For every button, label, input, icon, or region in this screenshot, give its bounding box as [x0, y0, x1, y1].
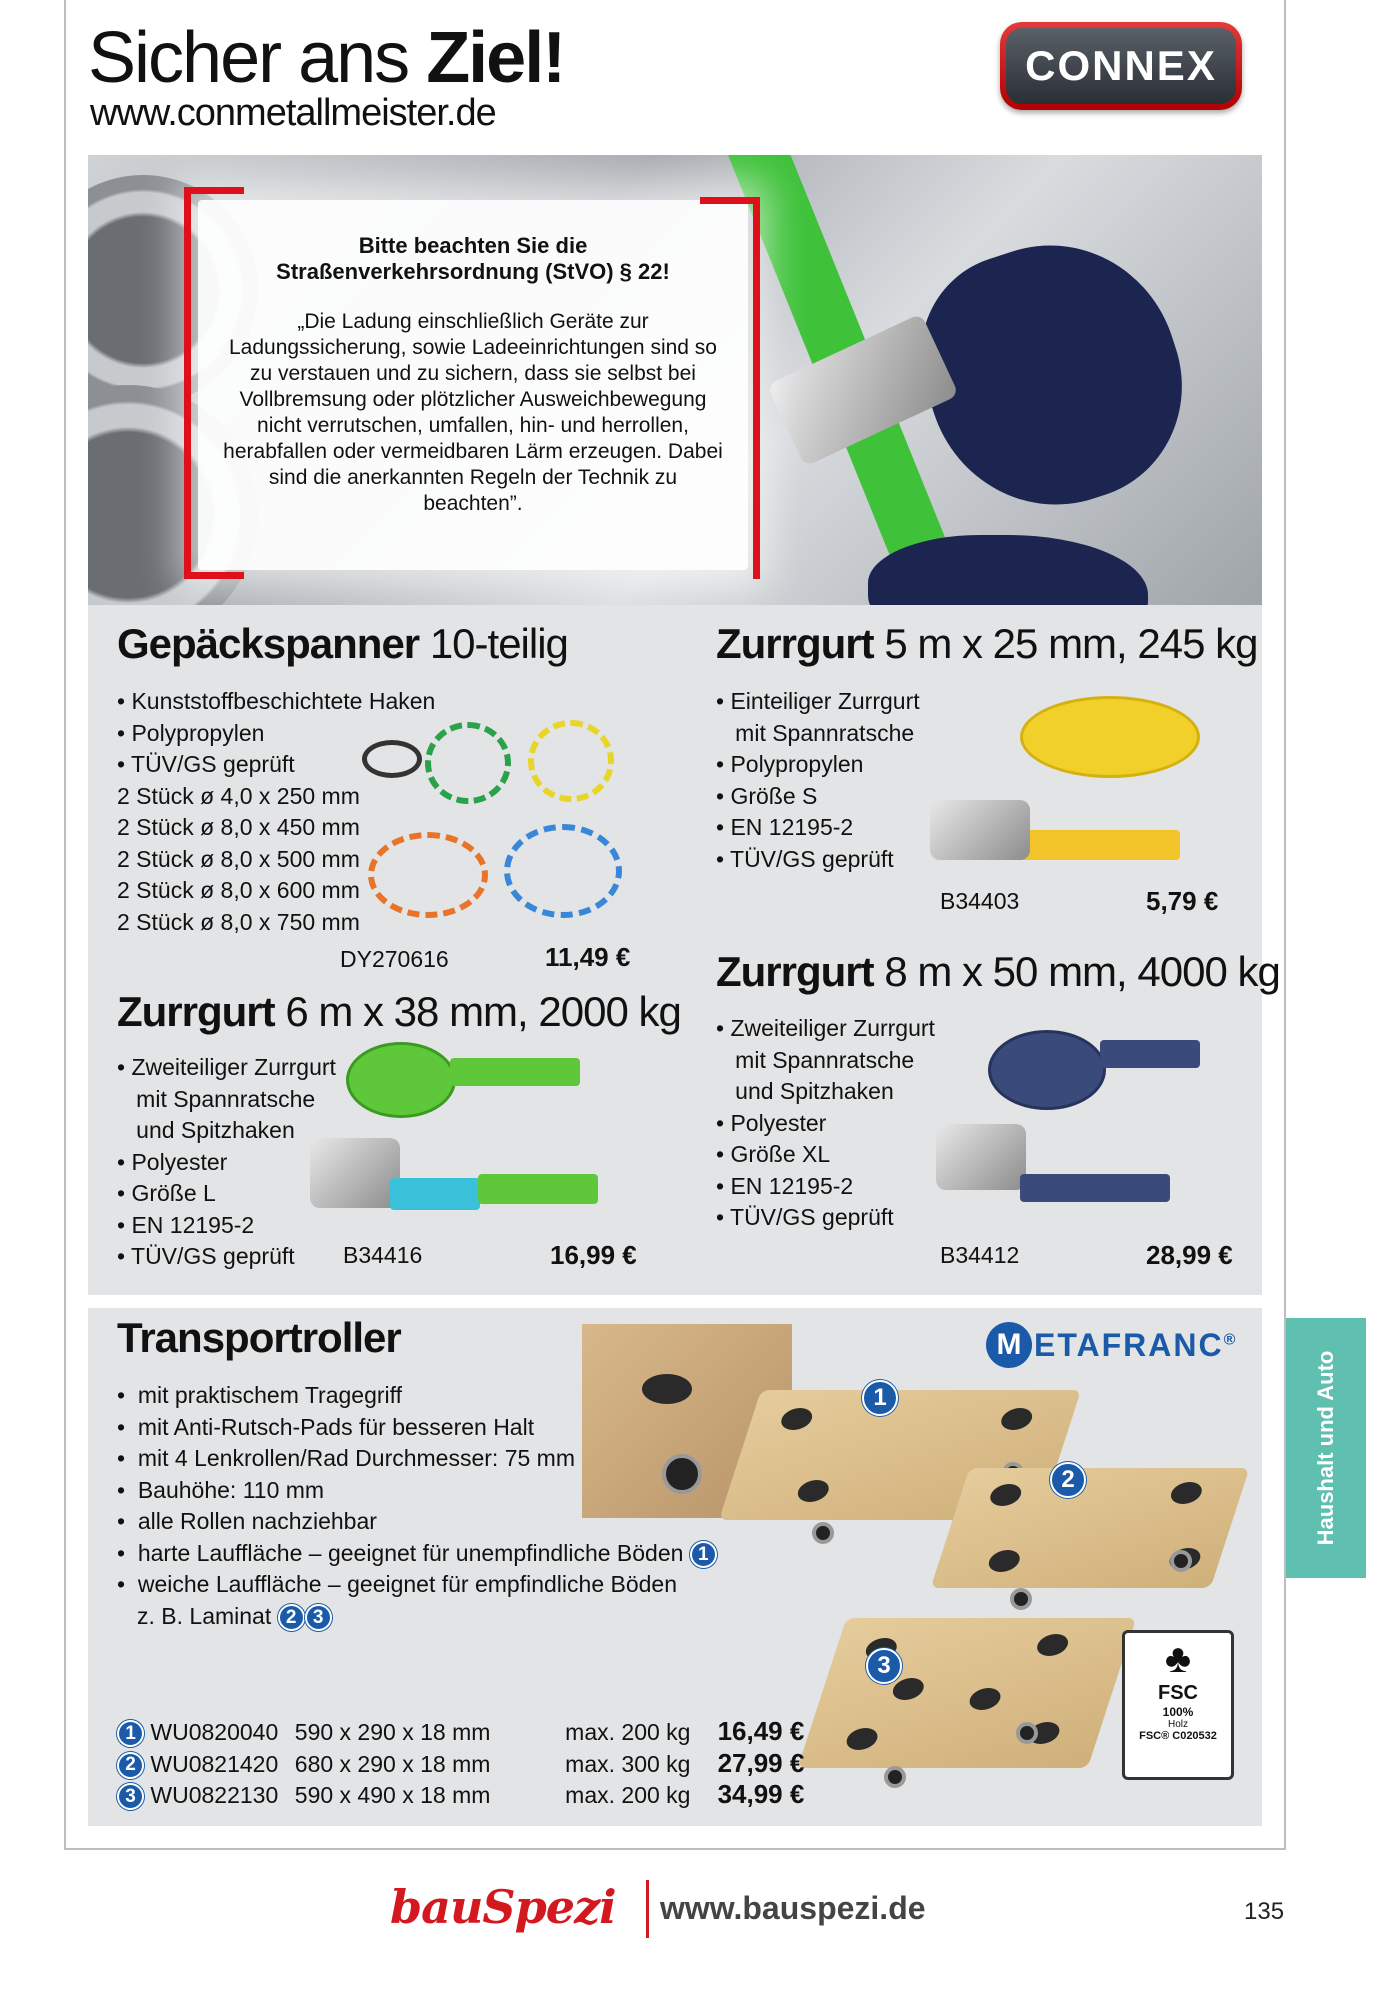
price-zurrgurt-5m: 5,79 €: [1146, 886, 1219, 916]
page-number: 135: [1244, 1898, 1285, 1925]
features-zurrgurt-5m: • Einteiliger Zurrgurt mit Spannratsche • Polypropylen • Größe S • EN 12195-2 • TÜV/GS geprüft: [716, 688, 920, 872]
brand-url[interactable]: www.conmetallmeister.de: [90, 92, 496, 134]
product-title-transportroller: Transportroller: [117, 1314, 401, 1361]
variant-badge-3: 3: [305, 1604, 332, 1631]
article-number: B34412: [940, 1242, 1020, 1268]
bungee-cord-image: [362, 740, 422, 778]
section-tab-haushalt-auto[interactable]: Haushalt und Auto: [1286, 1318, 1366, 1578]
hero-image: [88, 155, 1262, 605]
strap-roll-image: [346, 1042, 456, 1118]
strap-band-image: [390, 1178, 480, 1210]
tree-icon: ♣: [1164, 1637, 1192, 1681]
article-number: B34416: [343, 1242, 423, 1268]
article-number: B34403: [940, 888, 1020, 914]
table-row: 1 WU0820040 590 x 290 x 18 mm max. 200 kg 16,49 €: [117, 1716, 804, 1748]
wheel-icon: [1170, 1550, 1192, 1572]
variant-badge-3: 3: [866, 1648, 902, 1684]
price-zurrgurt-8m: 28,99 €: [1146, 1240, 1233, 1270]
table-row: 2 WU0821420 680 x 290 x 18 mm max. 300 kg 27,99 €: [117, 1748, 804, 1780]
variant-badge-1: 1: [862, 1380, 898, 1416]
wheel-icon: [1016, 1722, 1038, 1744]
price-gepaeckspanner: 11,49 €: [545, 942, 631, 972]
wheel-icon: [812, 1522, 834, 1544]
footer-divider: [646, 1880, 649, 1938]
variant-badge-2: 2: [1050, 1462, 1086, 1498]
bungee-cord-image: [504, 824, 622, 918]
features-zurrgurt-8m: • Zweiteiliger Zurrgurt mit Spannratsche und Spitzhaken • Polyester • Größe XL • EN 12195-2 • TÜV/GS geprüft: [716, 1015, 935, 1230]
features-gepaeckspanner: • Kunststoffbeschichtete Haken • Polypropylen • TÜV/GS geprüft 2 Stück ø 4,0 x 250 mm 2 Stück ø 8,0 x 450 mm 2 Stück ø 8,0 x 500 mm 2 Stück ø 8,0 x 600 mm 2 Stück ø 8,0 x 750 mm: [117, 688, 436, 935]
footer-url[interactable]: www.bauspezi.de: [660, 1890, 926, 1926]
variant-table: [117, 1716, 804, 1811]
strap-band-image: [1010, 830, 1180, 860]
bungee-cord-image: [368, 832, 488, 918]
connex-logo: CONNEX: [1000, 22, 1242, 110]
bauspezi-logo: bauSpezi: [390, 1880, 616, 1934]
roller-board-3: [798, 1618, 1137, 1768]
product-title-zurrgurt-5m: Zurrgurt 5 m x 25 mm, 245 kg: [716, 620, 1258, 667]
variant-badge-1: 1: [690, 1541, 717, 1568]
glove-image: [868, 535, 1148, 605]
features-zurrgurt-6m: • Zweiteiliger Zurrgurt mit Spannratsche und Spitzhaken • Polyester • Größe L • EN 12195-2 • TÜV/GS geprüft: [117, 1054, 336, 1269]
product-title-zurrgurt-6m: Zurrgurt 6 m x 38 mm, 2000 kg: [117, 988, 681, 1035]
strap-band-image: [1100, 1040, 1200, 1068]
price-zurrgurt-6m: 16,99 €: [550, 1240, 637, 1270]
table-row: 3 WU0822130 590 x 490 x 18 mm max. 200 kg 34,99 €: [117, 1779, 804, 1811]
ratchet-image: [310, 1138, 400, 1208]
article-number: DY270616: [340, 946, 449, 972]
page-title: Sicher ans Ziel!: [88, 18, 565, 98]
product-title-zurrgurt-8m: Zurrgurt 8 m x 50 mm, 4000 kg: [716, 948, 1280, 995]
strap-band-image: [450, 1058, 580, 1086]
fsc-certificate-logo: ♣ FSC 100% Holz FSC® C020532: [1122, 1630, 1234, 1780]
notice-quote: „Die Ladung einschließlich Geräte zur Ladungssicherung, sowie Ladeeinrichtungen sind so zu verstauen und zu sichern, dass sie selbst bei Vollbremsung oder plötzlicher Ausweichbewegung nicht verrutschen, umfallen, hin- und herrollen, herabfallen oder vermeidbaren Lärm erzeugen. Dabei sind die anerkannten Regeln der Technik zu beachten”.: [223, 310, 723, 515]
strap-band-image: [1020, 1174, 1170, 1202]
bungee-cord-image: [425, 722, 511, 804]
wheel-icon: [1010, 1588, 1032, 1610]
variant-badge-2: 2: [278, 1604, 305, 1631]
wheel-icon: [884, 1766, 906, 1788]
product-title-gepaeckspanner: Gepäckspanner 10-teilig: [117, 620, 568, 667]
strap-roll-image: [988, 1030, 1106, 1110]
strap-band-image: [478, 1174, 598, 1204]
ratchet-image: [930, 800, 1030, 860]
features-transportroller: • mit praktischem Tragegriff • mit Anti-Rutsch-Pads für besseren Halt • mit 4 Lenkrollen/Rad Durchmesser: 75 mm • Bauhöhe: 110 mm • alle Rollen nachziehbar • harte Lauffläche – geeignet für unempfindliche Böden 1 • weiche Lauffläche – geeignet für empfindliche Böden z. B. Laminat 2 3: [117, 1380, 717, 1632]
ratchet-image: [936, 1124, 1026, 1190]
notice-heading: Bitte beachten Sie die Straßenverkehrsordnung (StVO) § 22!: [276, 233, 670, 284]
roller-board-2: [931, 1468, 1250, 1588]
metafranc-logo: M ETAFRANC®: [986, 1320, 1237, 1370]
strap-roll-image: [1020, 696, 1200, 778]
bungee-cord-image: [528, 720, 614, 802]
